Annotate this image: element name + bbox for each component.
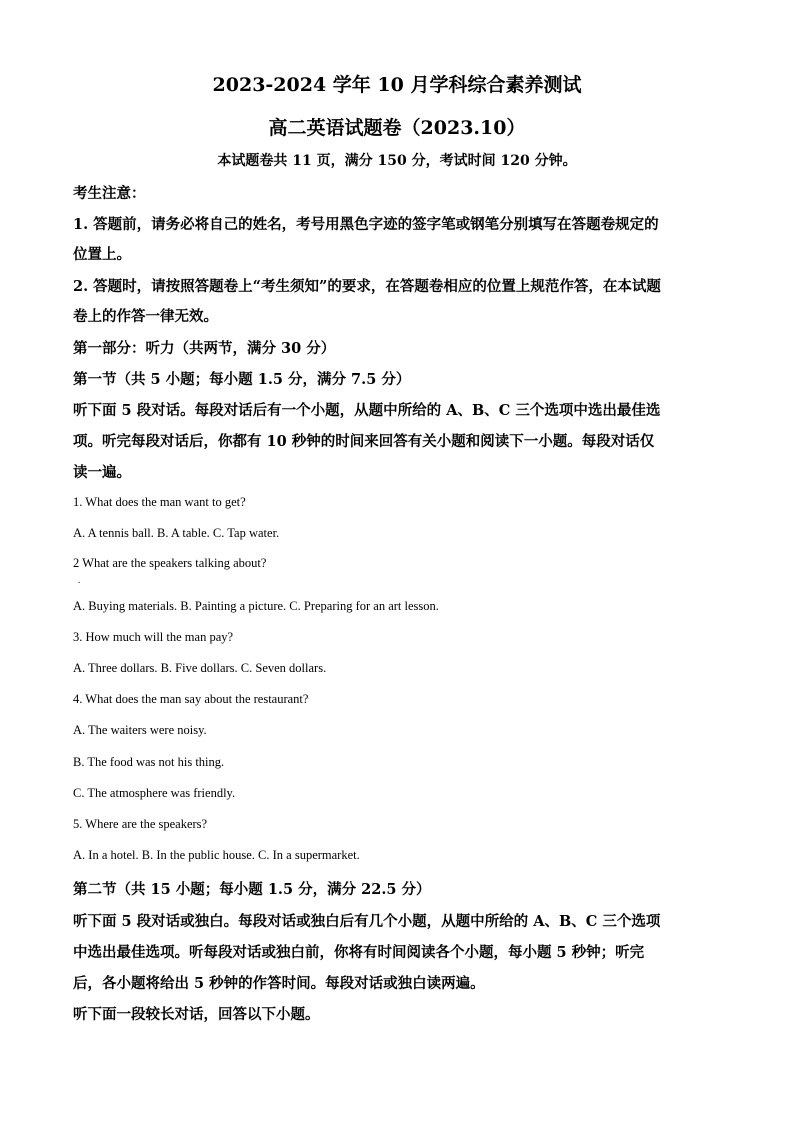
question-3-options: A. Three dollars. B. Five dollars. C. Seven dollars. [73, 661, 327, 675]
question-4-option-c: C. The atmosphere was friendly. [73, 786, 236, 800]
section1-instructions-line-3: 读一遍。 [73, 464, 131, 481]
notes-heading: 考生注意： [73, 185, 146, 202]
notes-item-1-line-2: 位置上。 [73, 246, 131, 263]
exam-subtitle: 高二英语试题卷（2023.10） [268, 117, 526, 139]
exam-info: 本试题卷共 11 页，满分 150 分，考试时间 120 分钟。 [217, 153, 577, 169]
section2-instructions-line-4: 听下面一段较长对话，回答以下小题。 [73, 1006, 320, 1023]
section2-instructions-line-1: 听下面 5 段对话或独白。每段对话或独白后有几个小题，从题中所给的 A、B、C 三个选项 [73, 913, 661, 930]
question-3: 3. How much will the man pay? [73, 630, 234, 644]
question-4: 4. What does the man say about the restaurant? [73, 692, 309, 706]
question-2-mark: . [78, 575, 81, 585]
section2-heading: 第二节（共 15 小题；每小题 1.5 分，满分 22.5 分） [73, 881, 431, 898]
notes-item-2-line-2: 卷上的作答一律无效。 [73, 308, 218, 325]
question-2-options: A. Buying materials. B. Painting a picture. C. Preparing for an art lesson. [73, 599, 439, 613]
section1-instructions-line-2: 项。听完每段对话后，你都有 10 秒钟的时间来回答有关小题和阅读下一小题。每段对话仅 [73, 433, 655, 450]
question-4-option-a: A. The waiters were noisy. [73, 723, 207, 737]
notes-item-2-line-1: 2. 答题时，请按照答题卷上“考生须知”的要求，在答题卷相应的位置上规范作答，在本试题 [73, 278, 661, 295]
section2-instructions-line-2: 中选出最佳选项。听每段对话或独白前，你将有时间阅读各个小题，每小题 5 秒钟；听完 [73, 944, 645, 961]
question-5: 5. Where are the speakers? [73, 817, 208, 831]
exam-title: 2023-2024 学年 10 月学科综合素养测试 [212, 74, 582, 96]
question-4-option-b: B. The food was not his thing. [73, 755, 225, 769]
section2-instructions-line-3: 后，各小题将给出 5 秒钟的作答时间。每段对话或独白读两遍。 [73, 975, 485, 992]
notes-item-1-line-1: 1. 答题前，请务必将自己的姓名，考号用黑色字迹的签字笔或钢笔分别填写在答题卷规定的 [73, 216, 659, 233]
question-5-options: A. In a hotel. B. In the public house. C. In a supermarket. [73, 848, 360, 862]
question-2: 2 What are the speakers talking about? [73, 556, 267, 570]
question-1-options: A. A tennis ball. B. A table. C. Tap water. [73, 526, 280, 540]
part1-heading: 第一部分：听力（共两节，满分 30 分） [73, 340, 336, 357]
section1-heading: 第一节（共 5 小题；每小题 1.5 分，满分 7.5 分） [73, 371, 411, 388]
section1-instructions-line-1: 听下面 5 段对话。每段对话后有一个小题，从题中所给的 A、B、C 三个选项中选出最佳选 [73, 402, 661, 419]
question-1: 1. What does the man want to get? [73, 495, 246, 509]
